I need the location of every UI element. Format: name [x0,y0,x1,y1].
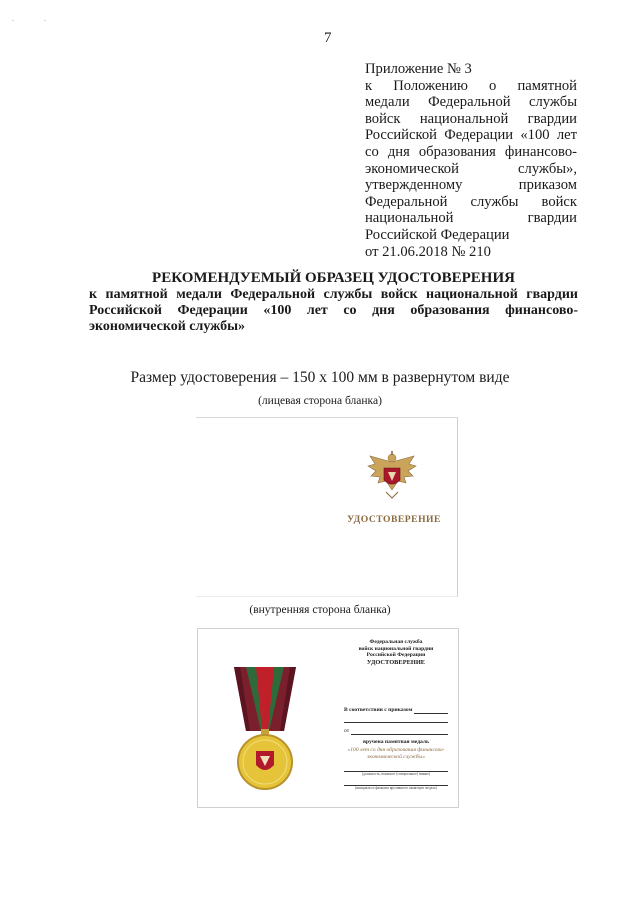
rosgvardia-emblem-icon [362,446,422,506]
inner-text-block [344,639,448,790]
heading-title: РЕКОМЕНДУЕМЫЙ ОБРАЗЕЦ УДОСТОВЕРЕНИЯ [152,270,515,286]
org-line: войск национальной гвардии [358,645,434,652]
document-heading [89,270,578,335]
appendix-line: утвержденному приказом [365,177,577,194]
appendix-line: Российской Федерации «100 лет [365,127,577,144]
medal-icon [228,665,302,795]
from-prefix: от [344,727,350,734]
blank-line [344,721,448,723]
front-blank [196,417,458,597]
appendix-line: Федеральной службы войск [365,193,577,210]
front-caption: (лицевая сторона бланка) [258,395,382,407]
org-line: Российской Федерации [366,652,426,659]
org-line: Федеральная служба [369,639,423,645]
awarded-text: вручена памятная медаль [363,738,429,745]
appendix-line: к Положению о памятной [365,77,577,94]
inner-caption: (внутренняя сторона бланка) [249,604,391,616]
scan-marks: . . [12,14,60,23]
appendix-line: Российской Федерации [365,226,510,243]
inner-blank [197,628,459,808]
signature-caption: (должность, воинское (специальное) звание) [361,772,431,777]
name-caption: (инициалы и фамилия вручившего памятную медаль) [354,785,438,790]
order-text: В соответствии с приказом [344,707,413,714]
from-line [344,728,448,735]
inner-title: УДОСТОВЕРЕНИЕ [366,658,426,666]
appendix-block [365,61,577,260]
medal-name: «100 лет со дня образования финансово-экономической службы» [347,747,445,760]
appendix-line: медали Федеральной службы [365,94,577,111]
heading-subtitle: к памятной медали Федеральной службы войск национальной гвардии Российской Федерации «100 лет со дня образования финансово-экономической службы» [89,287,578,334]
page-number: 7 [324,30,332,46]
appendix-line: со дня образования финансово- [365,143,577,160]
front-title: УДОСТОВЕРЕНИЕ [347,514,441,525]
size-text: Размер удостоверения – 150 х 100 мм в развернутом виде [130,369,510,386]
appendix-date: от 21.06.2018 № 210 [365,243,491,260]
appendix-line: Приложение № 3 [365,61,472,77]
appendix-line: экономической службы», [365,160,577,177]
appendix-line: войск национальной гвардии [365,110,577,127]
order-line [344,707,448,714]
appendix-line: национальной гвардии [365,210,577,227]
